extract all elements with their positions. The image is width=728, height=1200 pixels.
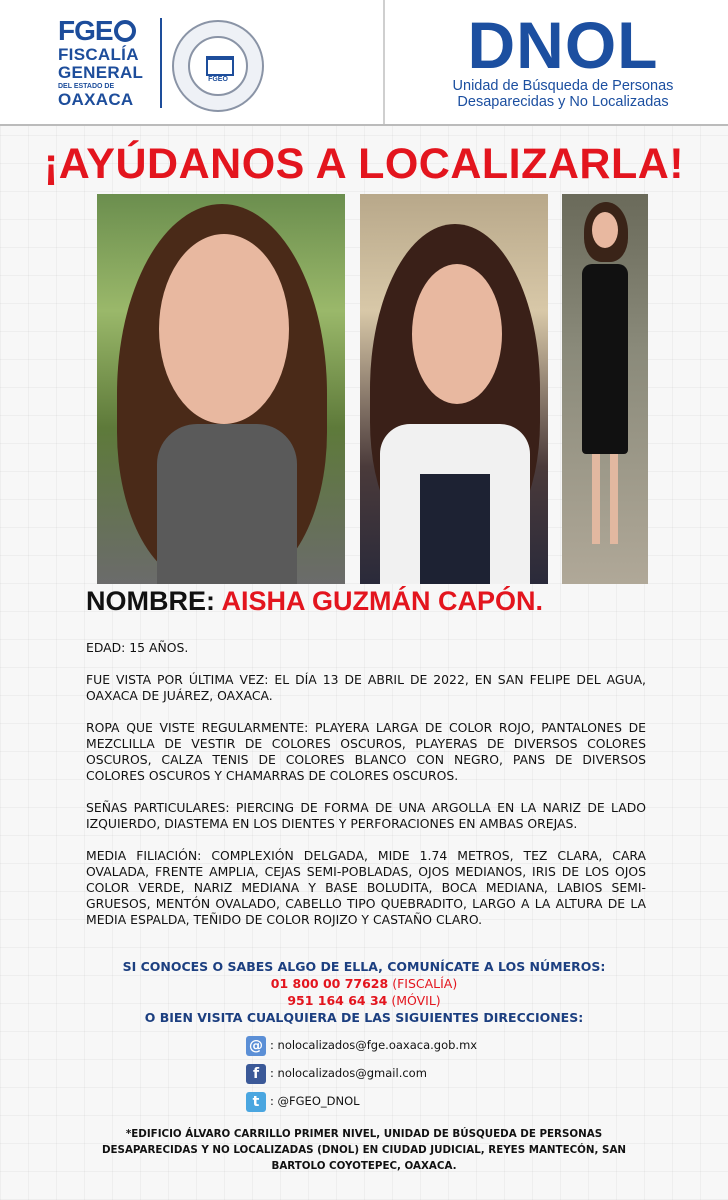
distinguishing-marks-text: SEÑAS PARTICULARES: PIERCING DE FORMA DE UNA ARGOLLA EN LA NARIZ DE LADO IZQUIERDO, DIASTEMA EN LOS DIENTES Y PERFORACIONES EN AMBAS OREJAS.	[86, 800, 646, 831]
phone-movil	[0, 992, 728, 1009]
email-link[interactable]	[246, 1034, 477, 1056]
fgeo-small-line: DEL ESTADO DE	[58, 83, 115, 90]
fgeo-logo	[58, 16, 150, 109]
name-row	[86, 586, 706, 617]
fgeo-line-2: GENERAL	[58, 63, 144, 82]
seal-label: FGEO	[208, 76, 228, 83]
last-seen-text: FUE VISTA POR ÚLTIMA VEZ: EL DÍA 13 DE ABRIL DE 2022, EN SAN FELIPE DEL AGUA, OAXACA DE JUÁREZ, OAXACA.	[86, 672, 646, 703]
age-text: EDAD: 15 AÑOS.	[86, 640, 189, 655]
person-name: AISHA GUZMÁN CAPÓN.	[221, 586, 543, 616]
facebook-icon: f	[246, 1064, 266, 1084]
twitter-link[interactable]	[246, 1090, 360, 1112]
fgeo-line-1: FISCALÍA	[58, 45, 139, 64]
twitter-icon: t	[246, 1092, 266, 1112]
photo-full-body	[562, 194, 648, 584]
fgeo-line-3: OAXACA	[58, 90, 134, 109]
facebook-text: : nolocalizados@gmail.com	[270, 1066, 427, 1080]
twitter-text: : @FGEO_DNOL	[270, 1094, 360, 1108]
phone-tag: (FISCALÍA)	[392, 976, 458, 991]
poster-header	[0, 0, 728, 126]
fiscalia-seal-icon	[172, 20, 264, 112]
visit-text: O BIEN VISITA CUALQUIERA DE LAS SIGUIENTES DIRECCIONES:	[144, 1010, 584, 1025]
phone-number[interactable]: 951 164 64 34	[287, 993, 388, 1008]
header-divider	[383, 0, 385, 124]
headline: ¡AYÚDANOS A LOCALIZARLA!	[43, 140, 685, 188]
physical-description-text: MEDIA FILIACIÓN: COMPLEXIÓN DELGADA, MIDE 1.74 METROS, TEZ CLARA, CARA OVALADA, FRENTE AMPLIA, CEJAS SEMI-POBLADAS, OJOS MEDIANOS, IRIS DE LOS OJOS COLOR VERDE, NARIZ MEDIANA Y BASE BOLUDITA, BOCA MEDIANA, LABIOS SEMI-GRUESOS, MENTÓN OVALADO, CABELLO TIPO QUEBRADITO, LARGO A LA ALTURA DE LA MEDIA ESPALDA, TEÑIDO DE COLOR ROJIZO Y CASTAÑO CLARO.	[86, 848, 646, 927]
fgeo-o-icon	[114, 20, 136, 42]
email-icon: @	[246, 1036, 266, 1056]
phone-number[interactable]: 01 800 00 77628	[270, 976, 389, 991]
name-label: NOMBRE:	[86, 586, 215, 616]
fgeo-branding	[0, 0, 383, 124]
fgeo-mark-text: FGE	[58, 15, 113, 46]
phone-tag: (MÓVIL)	[391, 993, 441, 1008]
address-footnote: *EDIFICIO ÁLVARO CARRILLO PRIMER NIVEL, UNIDAD DE BÚSQUEDA DE PERSONAS DESAPARECIDAS Y NO LOCALIZADAS (DNOL) EN CIUDAD JUDICIAL, REYES MANTECÓN, SAN BARTOLO COYOTEPEC, OAXACA.	[101, 1128, 627, 1172]
building-icon	[206, 56, 234, 76]
photo-portrait-2	[360, 194, 548, 584]
dnol-subtitle-2: Desaparecidas y No Localizadas	[457, 94, 669, 110]
contact-lead: SI CONOCES O SABES ALGO DE ELLA, COMUNÍCATE A LOS NÚMEROS:	[122, 959, 606, 974]
fgeo-divider	[160, 18, 162, 108]
email-text: : nolocalizados@fge.oaxaca.gob.mx	[270, 1038, 478, 1052]
dnol-title: DNOL	[467, 8, 659, 82]
dnol-subtitle-1: Unidad de Búsqueda de Personas	[452, 78, 674, 94]
facebook-link[interactable]	[246, 1062, 427, 1084]
dnol-logo	[428, 8, 698, 110]
photo-portrait-1	[97, 194, 345, 584]
clothing-text: ROPA QUE VISTE REGULARMENTE: PLAYERA LARGA DE COLOR ROJO, PANTALONES DE MEZCLILLA DE VESTIR DE COLORES OSCUROS, PLAYERAS DE DIVERSOS COLORES OSCUROS, CALZA TENIS DE COLORES BLANCO CON NEGRO, PANS DE DIVERSOS COLORES OSCUROS Y CHAMARRAS DE COLORES OSCUROS.	[86, 720, 646, 783]
description-block	[86, 640, 646, 944]
phone-fiscalia	[0, 975, 728, 992]
